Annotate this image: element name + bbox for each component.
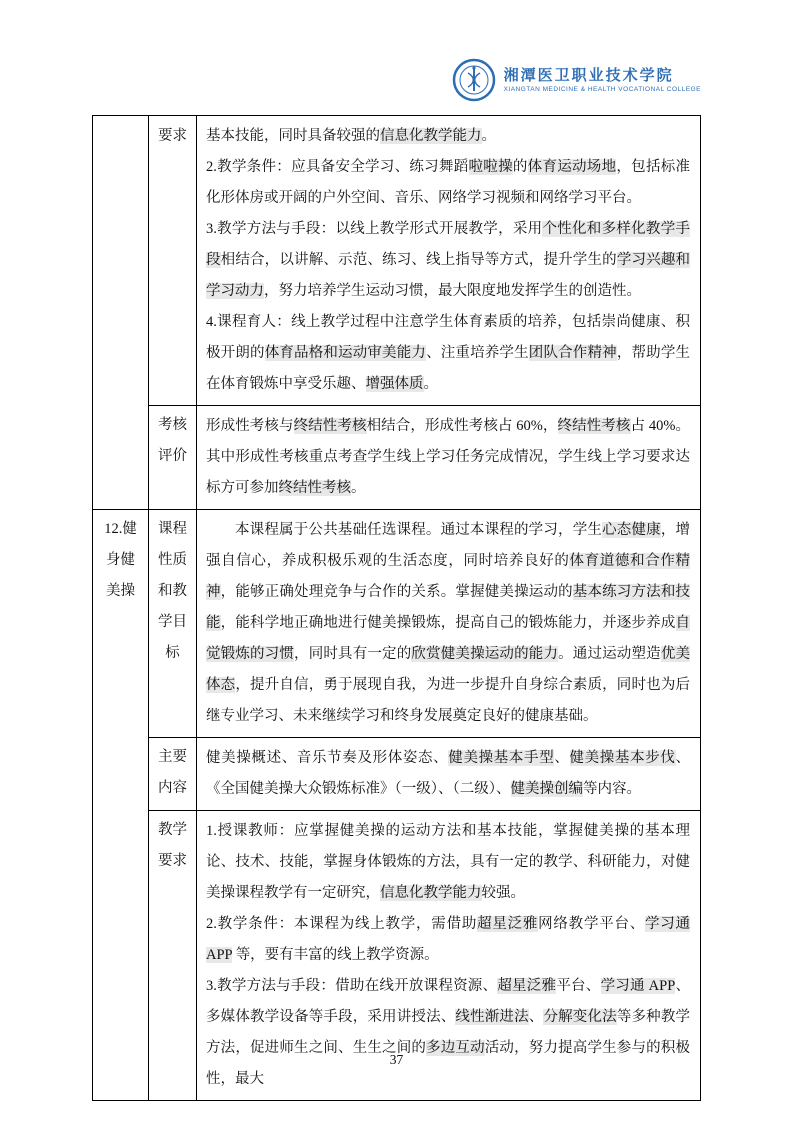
table-row bbox=[93, 738, 701, 811]
paragraph: 3.教学方法与手段：以线上教学形式开展教学，采用个性化和多样化教学手段相结合，以讲解、示范、练习、线上指导等方式，提升学生的学习兴趣和学习动力，努力培养学生运动习惯，最大限度地发挥学生的创造性。 bbox=[206, 221, 691, 299]
row-label-requirements: 要求 bbox=[149, 116, 197, 406]
page-header bbox=[92, 57, 701, 103]
paragraph: 4.课程育人：线上教学过程中注意学生体育素质的培养，包括崇尚健康、积极开朗的体育品格和运动审美能力、注重培养学生团队合作精神，帮助学生在体育锻炼中享受乐趣、增强体质。 bbox=[206, 314, 690, 392]
paragraph: 形成性考核与终结性考核相结合，形成性考核占 60%，终结性考核占 40%。其中形成性考核重点考查学生线上学习任务完成情况，学生线上学习要求达标方可参加终结性考核。 bbox=[206, 418, 690, 496]
syllabus-table bbox=[92, 115, 701, 1101]
paragraph: 2.教学条件：应具备安全学习、练习舞蹈啦啦操的体育运动场地，包括标准化形体房或开阔的户外空间、音乐、网络学习视频和网络学习平台。 bbox=[206, 159, 691, 206]
paragraph: 3.教学方法与手段：借助在线开放课程资源、超星泛雅平台、学习通 APP、多媒体教学设备等手段，采用讲授法、线性渐进法、分解变化法等多种教学方法，促进师生之间、生生之间的多边互动活动，努力提高学生参与的积极性，最大 bbox=[206, 978, 691, 1087]
row-content-assessment bbox=[197, 406, 701, 510]
row-label-assessment: 考核评价 bbox=[149, 406, 197, 510]
table-row bbox=[93, 510, 701, 738]
page-number: 37 bbox=[389, 1052, 404, 1067]
school-logo bbox=[452, 58, 701, 102]
paragraph: 本课程属于公共基础任选课程。通过本课程的学习，学生心态健康，增强自信心，养成积极乐观的生活态度，同时培养良好的体育道德和合作精神，能够正确处理竞争与合作的关系。掌握健美操运动的基本练习方法和技能，能科学地正确地进行健美操锻炼，提高自己的锻炼能力，并逐步养成自觉锻炼的习惯，同时具有一定的欣赏健美操运动的能力。通过运动塑造优美体态，提升自信，勇于展现自我，为进一步提升自身综合素质，同时也为后继专业学习、未来继续学习和终身发展奠定良好的健康基础。 bbox=[206, 522, 691, 724]
paragraph: 1.授课教师：应掌握健美操的运动方法和基本技能，掌握健美操的基本理论、技术、技能，掌握身体锻炼的方法，具有一定的教学、科研能力，对健美操课程教学有一定研究，信息化教学能力较强。 bbox=[206, 823, 690, 901]
table-row bbox=[93, 116, 701, 406]
paragraph: 健美操概述、音乐节奏及形体姿态、健美操基本手型、健美操基本步伐、《全国健美操大众锻炼标准》（一级）、（二级）、健美操创编等内容。 bbox=[206, 750, 691, 797]
school-name-cn: 湘潭医卫职业技术学院 bbox=[503, 67, 674, 84]
paragraph: 基本技能，同时具备较强的信息化教学能力。 bbox=[206, 128, 496, 144]
table-row bbox=[93, 406, 701, 510]
paragraph: 2.教学条件：本课程为线上教学，需借助超星泛雅网络教学平台、学习通 APP 等，要有丰富的线上教学资源。 bbox=[206, 916, 691, 963]
row-label-teaching-requirements: 教学要求 bbox=[149, 811, 197, 1101]
row-content-main-content bbox=[197, 738, 701, 811]
row-content-requirements bbox=[197, 116, 701, 406]
school-emblem-icon bbox=[452, 58, 496, 102]
course-index-cell-empty bbox=[93, 116, 149, 510]
course-index-cell: 12.健身健美操 bbox=[93, 510, 149, 1101]
school-name-en: XIANGTAN MEDICINE & HEALTH VOCATIONAL COLLEGE bbox=[503, 85, 701, 93]
row-label-course-nature: 课程性质和教学目标 bbox=[149, 510, 197, 738]
row-label-main-content: 主要内容 bbox=[149, 738, 197, 811]
row-content-course-nature bbox=[197, 510, 701, 738]
school-logo-text bbox=[504, 67, 701, 94]
